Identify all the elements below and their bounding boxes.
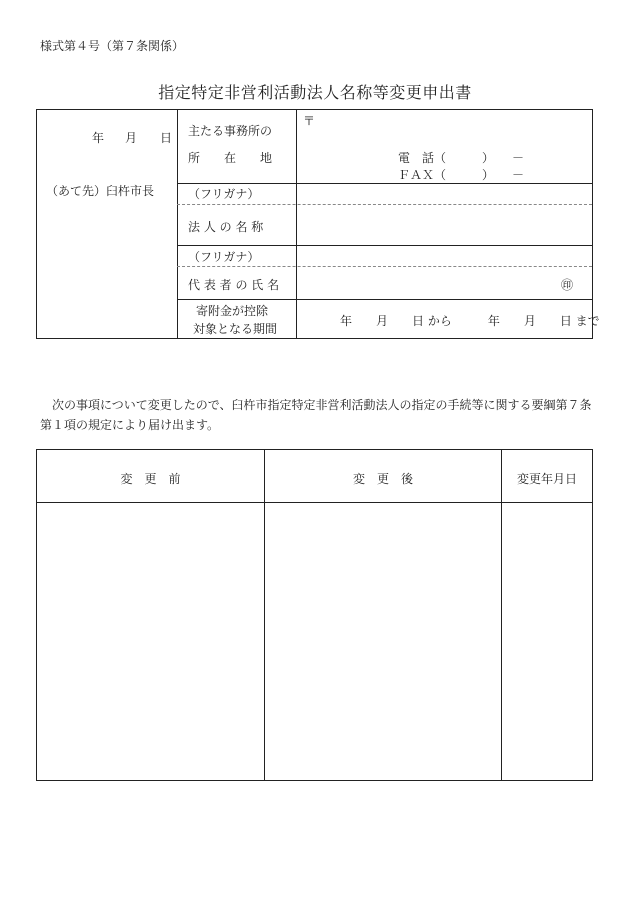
change-table [36, 449, 593, 781]
date-day: 日 [160, 131, 173, 145]
row-line-rep-name [177, 299, 592, 300]
header-before: 変 更 前 [120, 472, 181, 486]
rep-name-label: 代 表 者 の 氏 名 [188, 278, 280, 292]
row-line-corp-name [177, 245, 592, 246]
applicant-col-divider-1 [177, 110, 178, 338]
corp-name-label: 法 人 の 名 称 [188, 220, 264, 234]
period-label-2: 対象となる期間 [193, 322, 278, 336]
seal-mark: ㊞ [561, 278, 574, 292]
form-number: 様式第４号（第７条関係） [40, 39, 185, 53]
statement-text: 次の事項について変更したので、臼杵市指定特定非営利活動法人の指定の手続等に関する要綱第７条第１項の規定により届け出ます。 [40, 398, 592, 432]
date-month: 月 [125, 131, 138, 145]
header-change-date: 変更年月日 [516, 472, 577, 486]
page-title: 指定特定非営利活動法人名称等変更申出書 [158, 83, 472, 102]
applicant-table [36, 109, 593, 339]
period-value: 年 月 日 から 年 月 日 まで [340, 314, 600, 328]
header-after: 変 更 後 [352, 472, 413, 486]
postal-mark: 〒 [303, 114, 316, 128]
fax-label: ＦＡＸ（ ） － [398, 168, 525, 182]
row-line-furigana-2 [177, 266, 592, 267]
addressee: （あて先）臼杵市長 [46, 184, 155, 198]
applicant-col-divider-2 [296, 110, 297, 338]
office-address-label-1: 主たる事務所の [188, 124, 273, 138]
date-year: 年 [92, 131, 105, 145]
phone-label: 電 話（ ） － [398, 151, 525, 165]
furigana-label-1: （フリガナ） [188, 187, 260, 201]
change-header-line [37, 502, 592, 503]
change-col-divider-2 [501, 450, 502, 780]
office-address-label-2: 所 在 地 [188, 151, 273, 165]
change-col-divider-1 [264, 450, 265, 780]
furigana-label-2: （フリガナ） [188, 250, 260, 264]
row-line-furigana-1 [177, 204, 592, 205]
row-line-address [177, 183, 592, 184]
period-label-1: 寄附金が控除 [196, 304, 269, 318]
